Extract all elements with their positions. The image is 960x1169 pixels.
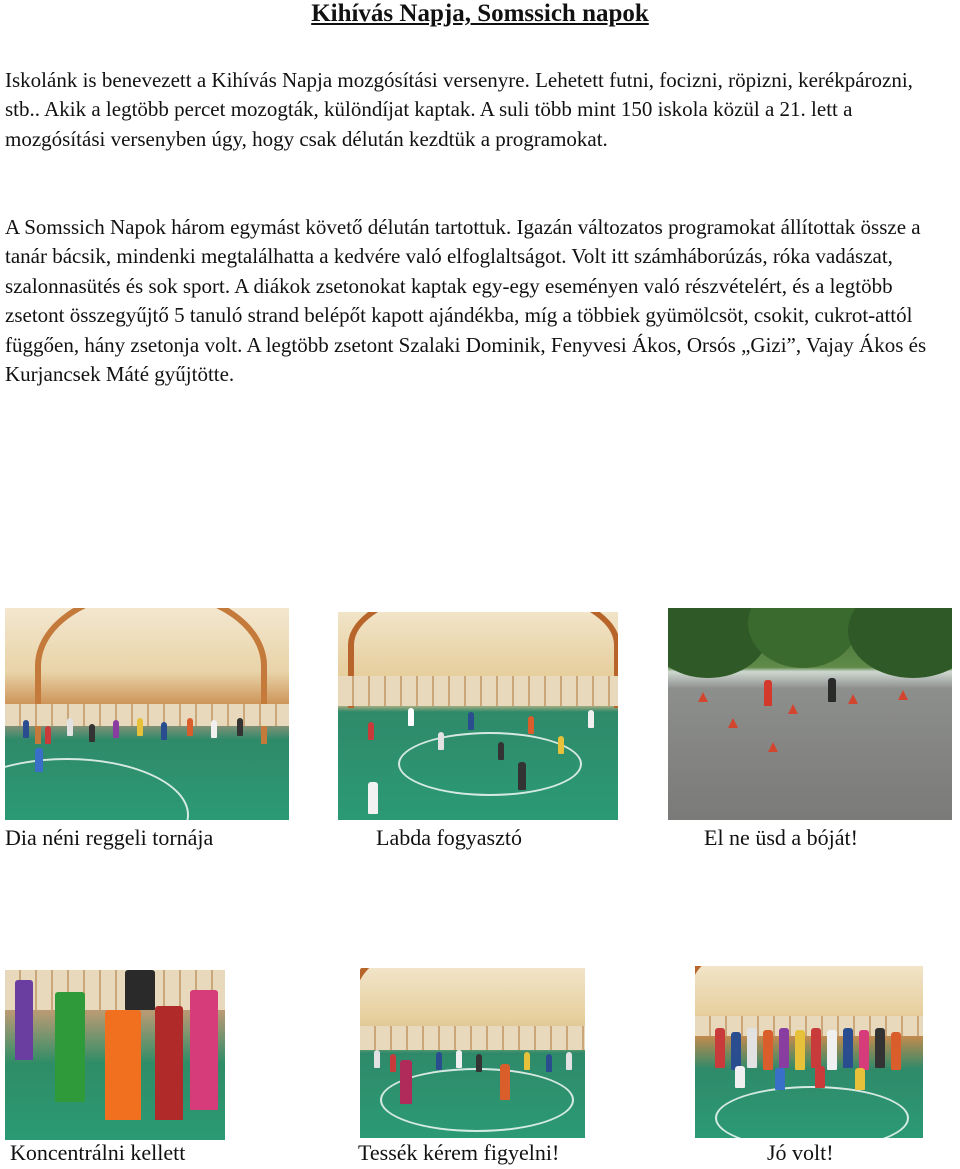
intro-paragraph: Iskolánk is benevezett a Kihívás Napja mozgósítási versenyre. Lehetett futni, focizni, röpizni, kerékpározni, stb.. Akik a legtöbb percet mozogták, különdíjat kaptak. A suli több mint 150 iskola közül a 21. lett a mozgósítási versenyben úgy, hogy csak délután kezdtük a programokat. xyxy=(5,68,913,151)
photo-morning-exercise xyxy=(5,608,289,820)
photo-listen-please xyxy=(360,968,585,1138)
photo-concentration xyxy=(5,970,225,1140)
photo-ball-game xyxy=(338,612,618,820)
photo-group xyxy=(695,966,923,1138)
photo-caption-cone-course: El ne üsd a bóját! xyxy=(704,825,858,850)
photo-caption-listen-please: Tessék kérem figyelni! xyxy=(358,1140,560,1165)
events-paragraph: A Somssich Napok három egymást követő délután tartottuk. Igazán változatos programokat állítottak össze a tanár bácsik, mindenki megtalálhatta a kedvére való elfoglaltságot. Volt itt számháborúzás, róka vadászat, szalonnasütés és sok sport. A diákok zsetonokat kaptak egy-egy eseményen való részvételért, és a legtöbb zsetont összegyűjtő 5 tanuló strand belépőt kapott ajándékba, míg a többiek gyümölcsöt, csokit, cukrot-attól függően, hány zsetonja volt. A legtöbb zsetont Szalaki Dominik, Fenyvesi Ákos, Orsós „Gizi”, Vajay Ákos és Kurjancsek Máté gyűjtötte. xyxy=(5,215,927,387)
photo-caption-group: Jó volt! xyxy=(767,1140,834,1165)
page-title: Kihívás Napja, Somssich napok xyxy=(311,0,649,27)
photo-caption-morning-exercise: Dia néni reggeli tornája xyxy=(5,825,214,850)
photo-caption-ball-game: Labda fogyasztó xyxy=(376,825,522,850)
photo-cone-course xyxy=(668,608,952,820)
photo-caption-concentration: Koncentrálni kellett xyxy=(10,1140,186,1165)
